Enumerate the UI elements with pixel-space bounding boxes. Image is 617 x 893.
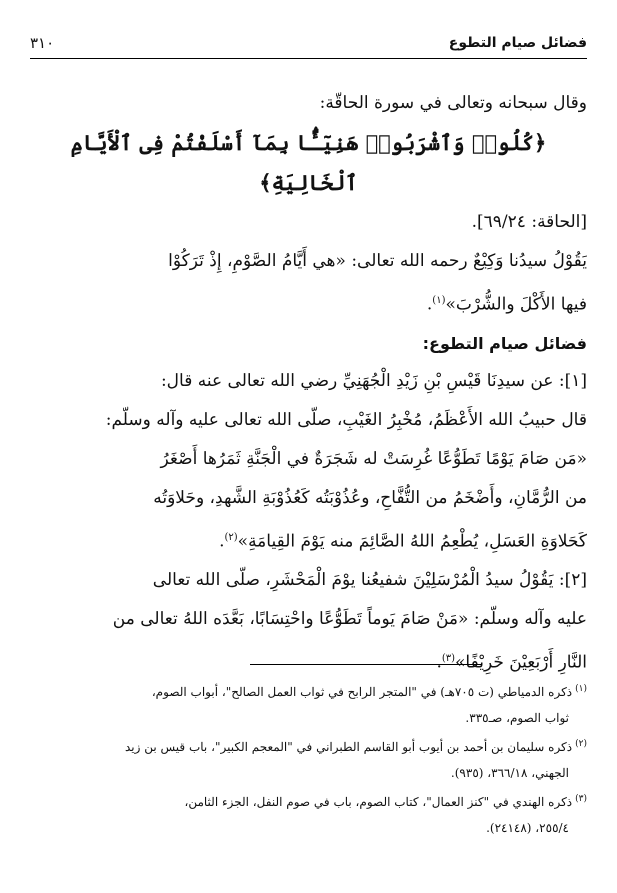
footnote-text: ذكره الدمياطي (ت ٧٠٥هـ) في "المتجر الرابح في ثواب العمل الصالح"، أبواب الصوم، [151,685,573,699]
quran-verse: ﴿كُلُوا۟ وَٱشْرَبُوا۟ هَنِيٓـًٔۢا بِمَآ أَسْلَفْتُمْ فِى ٱلْأَيَّامِ ٱلْخَالِيَةِ﴾ [70,130,547,195]
hadith-1-line-5: كَحَلاوَةِ العَسَلِ، يُطْعِمُ اللهُ الصَّائِمَ منه يَوْمَ القِيامَةِ»$^{(٢)}$. [219,531,587,552]
waki-quote-line-2: فيها الأَكْلَ والشُّرْبَ»$^{(١)}$. [426,294,587,315]
footnote-1 [30,676,587,705]
footnote-number: (٢) [575,739,587,749]
footnote-3-cont: ٢٥٥/٤، (٢٤١٤٨). [486,821,569,835]
footnote-text: ذكره سليمان بن أحمد بن أيوب أبو القاسم الطبراني في "المعجم الكبير"، باب قيس بن زيد [124,740,573,754]
footnote-2 [30,731,587,760]
waki-quote-line-1: يَقُوْلُ سيدُنا وَكِيْعٌ رحمه الله تعالى: «هي أَيَّامُ الصَّوْمِ، إِذْ تَرَكُوْا [168,251,587,271]
footnote-ref-3: (٣) [441,653,456,665]
footnote-3 [30,786,587,815]
footnotes [30,676,587,841]
hadith-1-line-3: «مَن صَامَ يَوْمًا تَطَوُّعًا غُرِسَتْ له شَجَرَةٌ في الْجَنَّةِ ثَمَرُها أَصْغَرُ [160,448,587,469]
intro-line: وقال سبحانه وتعالى في سورة الحاقّة: [319,93,587,113]
footnote-number: (١) [575,684,587,694]
hadith-1-line-4: من الرُّمَّانِ، وأَضْخَمُ من التُّفَّاحِ، وعُذُوْبَتُه كَعُذُوْبَةِ الشَّهدِ، وحَلاوَتُه [153,487,587,508]
footnote-1-cont: ثواب الصوم، صـ٣٣٥. [465,711,569,725]
page-header [30,30,587,56]
hadith-1-line-2: قال حبيبُ الله الأَعْظَمُ، مُخْبِرُ الغَيْبِ، صلّى الله تعالى عليه وآله وسلّم: [105,409,587,430]
footnote-separator [250,664,482,665]
hadith-2-line-2: عليه وآله وسلّم: «مَنْ صَامَ يَوماً تَطَوُّعًا واحْتِسَابًا، بَعَّدَه اللهُ تعالى من [112,609,587,630]
hadith-2-line-3: النَّارِ أَرْبَعِيْنَ خَرِيْفًا»$^{(٣)}$. [436,652,587,673]
page-number: ٣١٠ [30,34,55,52]
footnote-2-cont: الجهني، ٣٦٦/١٨، (٩٣٥). [450,766,569,780]
footnote-ref-1: (١) [432,295,446,306]
running-title: فضائل صيام التطوع [448,35,587,51]
verse-reference: [الحاقة: ٦٩/٢٤]. [471,212,587,232]
section-heading: فضائل صيام التطوع: [422,333,587,353]
main-text [30,84,587,683]
footnote-ref-2: (٢) [224,531,238,543]
footnote-text: ذكره الهندي في "كنز العمال"، كتاب الصوم، باب في صوم النفل، الجزء الثامن، [184,795,573,809]
footnote-number: (٣) [575,794,587,804]
header-rule [30,58,587,59]
hadith-1-line-1: [١]: عن سيدِنَا قَيْسِ بْنِ زَيْدِ الْجُهَنِيِّ رضي الله تعالى عنه قال: [160,370,587,391]
hadith-2-line-1: [٢]: يَقُوْلُ سيدُ الْمُرْسَلِيْنَ شفيعُنا يوْمَ الْمَحْشَرِ، صلّى الله تعالى [152,570,587,591]
